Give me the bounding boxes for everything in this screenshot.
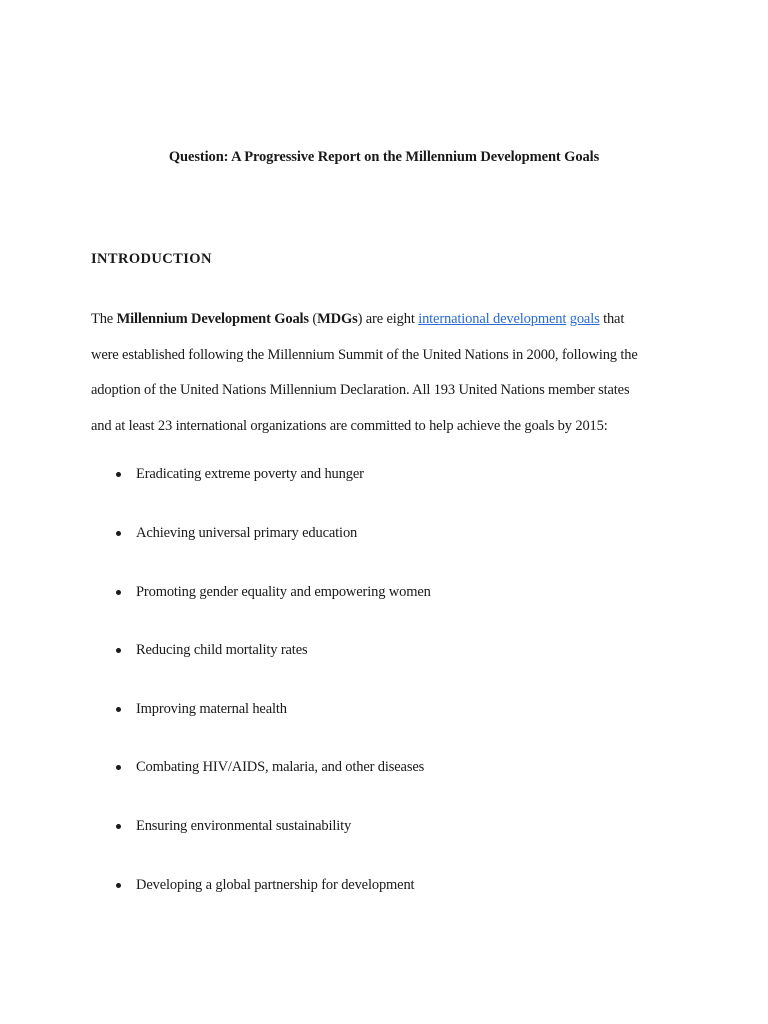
bullet-icon: [116, 590, 121, 595]
goal-text: Improving maternal health: [136, 701, 287, 717]
intro-text: (: [308, 311, 318, 327]
bullet-icon: [116, 824, 121, 829]
bullet-icon: [116, 648, 121, 653]
bold-term: MDGs: [317, 311, 358, 327]
goal-text: Ensuring environmental sustainability: [136, 818, 352, 834]
intro-text: The: [91, 311, 117, 327]
bold-term: Millennium Development Goals: [116, 311, 309, 327]
intro-line: were established following the Millennium Summit of the United Nations in 2000, following the: [91, 346, 638, 363]
bullet-icon: [116, 531, 121, 536]
page-title: Question: A Progressive Report on the Millennium Development Goals: [168, 149, 600, 165]
goal-text: Developing a global partnership for development: [136, 877, 415, 893]
section-heading: INTRODUCTION: [91, 251, 212, 267]
bullet-icon: [116, 883, 121, 888]
goal-text: Eradicating extreme poverty and hunger: [136, 466, 364, 482]
bullet-icon: [116, 472, 121, 477]
intro-paragraph: [91, 302, 691, 444]
intro-text: that: [599, 311, 625, 327]
bullet-icon: [116, 765, 121, 770]
bullet-icon: [116, 707, 121, 712]
goal-text: Promoting gender equality and empowering women: [136, 584, 431, 600]
goal-text: Combating HIV/AIDS, malaria, and other diseases: [136, 759, 425, 775]
goal-text: Reducing child mortality rates: [136, 642, 308, 658]
intro-line: adoption of the United Nations Millennium Declaration. All 193 United Nations member states: [91, 382, 630, 398]
intro-text: ) are eight: [357, 311, 419, 327]
link-international-development[interactable]: international development: [418, 311, 567, 327]
link-goals[interactable]: goals: [569, 311, 600, 327]
intro-line: and at least 23 international organizations are committed to help achieve the goals by 2015:: [91, 417, 608, 434]
intro-line: [91, 302, 691, 338]
goal-text: Achieving universal primary education: [136, 525, 358, 541]
